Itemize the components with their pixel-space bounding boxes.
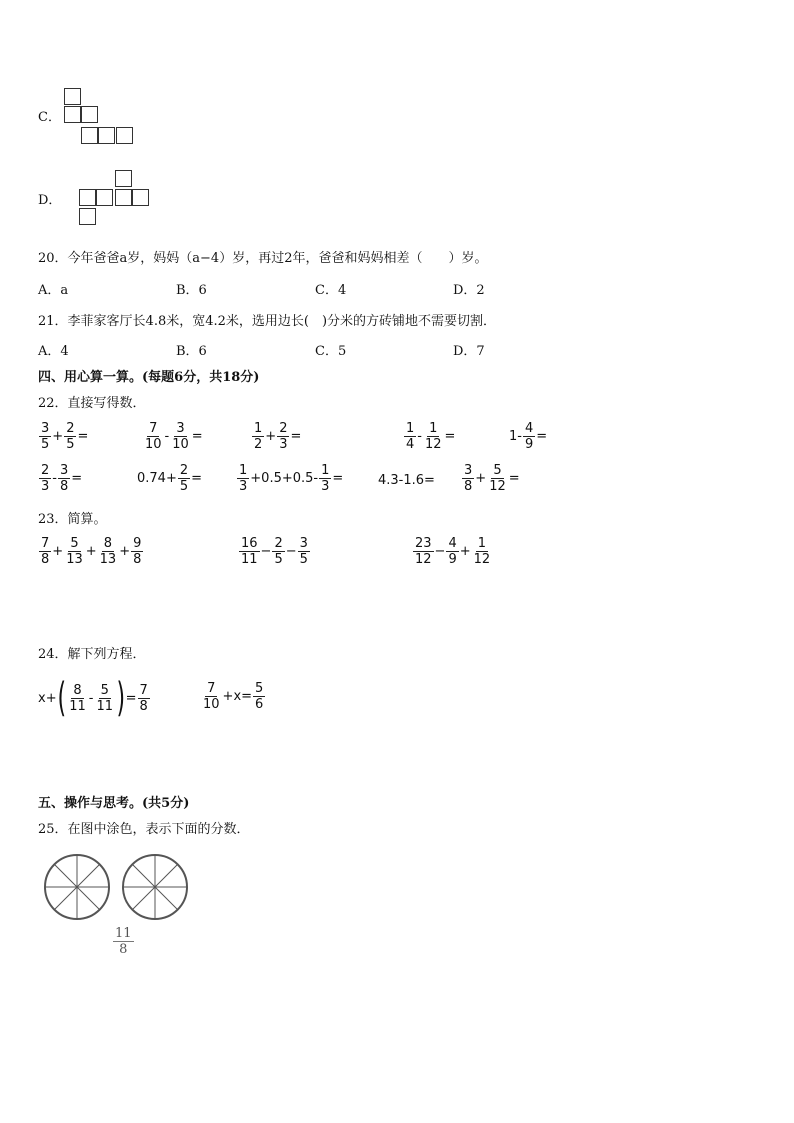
q22-r2-expr2: 0.74+ $\frac{2}{5}$ =: [137, 463, 203, 494]
q25-circle-2: [123, 855, 187, 919]
section5-title: 五、操作与思考。(共5分): [38, 796, 190, 811]
q22-r1-expr4: $\frac{1}{4}$ - $\frac{1}{12}$ =: [406, 421, 456, 452]
q24-stem: 24．解下列方程．: [38, 647, 146, 662]
q20-stem: 20．今年爸爸a岁，妈妈（a−4）岁，再过2年，爸爸和妈妈相差（ ）岁。: [38, 251, 488, 266]
q22-r1-expr5: 1- $\frac{4}{9}$ =: [509, 421, 548, 452]
q23-expr2: $\frac{16}{11}$ − $\frac{2}{5}$ − $\frac{3}{5}$: [241, 536, 308, 567]
q23-expr3: $\frac{23}{12}$ − $\frac{4}{9}$ + $\frac{1}{12}$: [415, 536, 491, 567]
q22-stem: 22．直接写得数．: [38, 396, 146, 411]
option-c-label: C．: [38, 110, 61, 125]
q21-option-c: C．5: [315, 344, 347, 359]
q20-option-c: C．4: [315, 283, 347, 298]
q25-fraction: $\frac{11}{8}$: [115, 926, 132, 957]
q20-option-d: D．2: [453, 283, 485, 298]
q25-stem: 25．在图中涂色，表示下面的分数．: [38, 822, 250, 837]
q20-option-b: B．6: [176, 283, 207, 298]
q22-r1-expr1: $\frac{3}{5}$ + $\frac{2}{5}$ =: [41, 421, 89, 452]
q25-circles-figure: [42, 852, 202, 922]
q22-r2-expr3: $\frac{1}{3}$ +0.5+0.5- $\frac{1}{3}$ =: [239, 463, 344, 494]
q23-expr1: $\frac{7}{8}$ + $\frac{5}{13}$ + $\frac{8}{13}$ + $\frac{9}{8}$: [41, 536, 142, 567]
q21-option-d: D．7: [453, 344, 485, 359]
q23-stem: 23．简算。: [38, 512, 107, 527]
q22-r2-expr1: $\frac{2}{3}$ - $\frac{3}{8}$ =: [41, 463, 83, 494]
q21-option-b: B．6: [176, 344, 207, 359]
q22-r2-expr4: 4.3-1.6=: [378, 473, 435, 488]
option-d-label: D．: [38, 193, 62, 208]
q24-equation1: x+ ( $\frac{8}{11}$ - $\frac{5}{11}$ ) = $\frac{7}{8}$: [38, 675, 148, 721]
q25-circle-1: [45, 855, 109, 919]
q21-option-a: A．4: [38, 344, 69, 359]
q21-stem: 21．李菲家客厅长4.8米，宽4.2米，选用边长( )分米的方砖铺地不需要切割．: [38, 314, 497, 329]
q22-r1-expr3: $\frac{1}{2}$ + $\frac{2}{3}$ =: [254, 421, 302, 452]
section4-title: 四、用心算一算。(每题6分，共18分): [38, 370, 260, 385]
q22-r1-expr2: $\frac{7}{10}$ - $\frac{3}{10}$ =: [145, 421, 203, 452]
q22-r2-expr5: $\frac{3}{8}$ + $\frac{5}{12}$ =: [464, 463, 520, 494]
q20-option-a: A．a: [38, 283, 69, 298]
q24-equation2: $\frac{7}{10}$ +x= $\frac{5}{6}$: [203, 681, 264, 712]
